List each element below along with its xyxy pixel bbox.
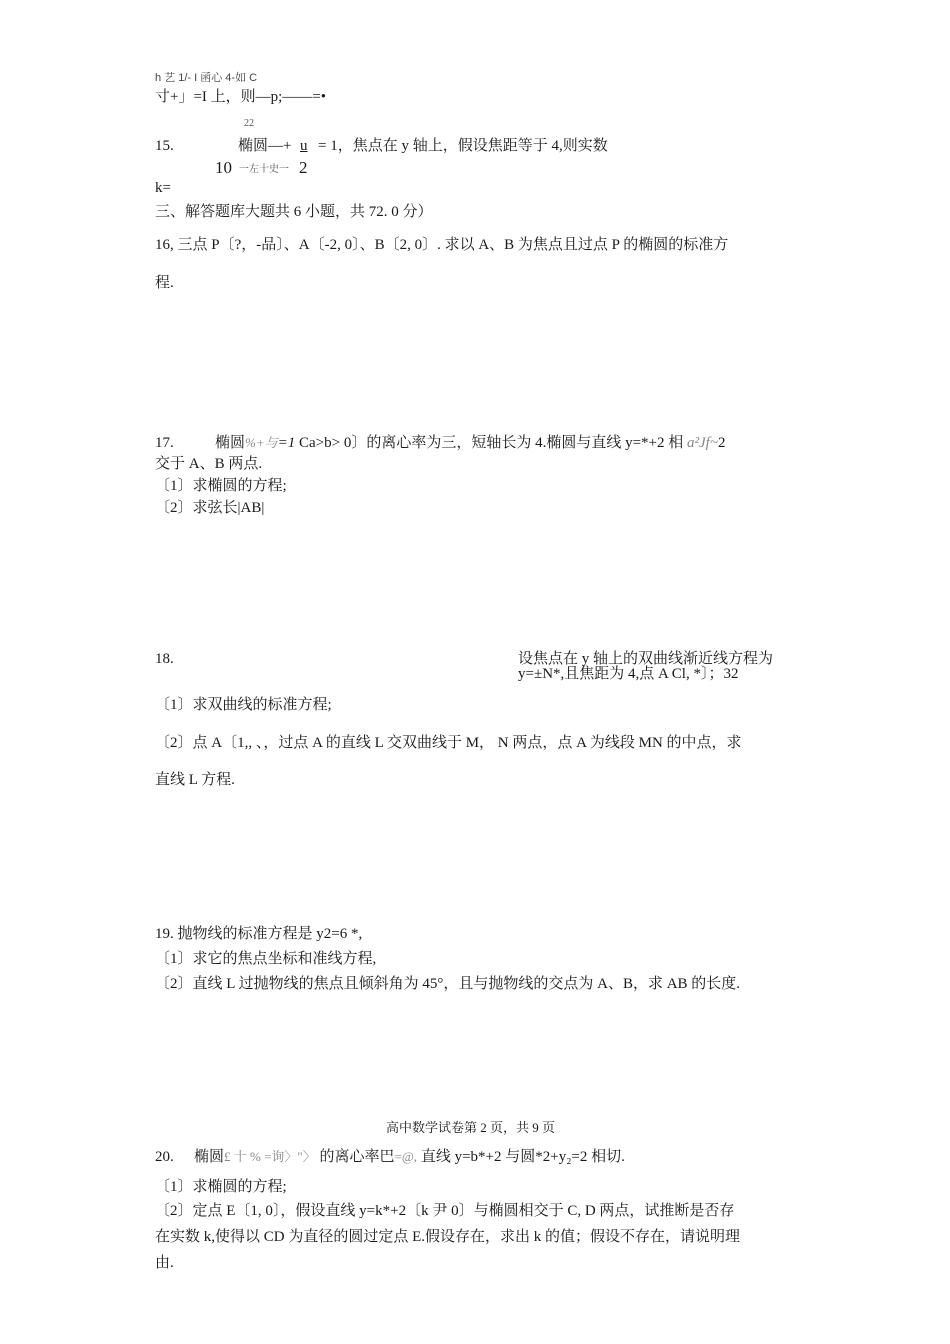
- q15-number: 15.: [155, 138, 174, 154]
- q20-text-d: =@,: [394, 1149, 418, 1164]
- q15-denominator-c: 2: [299, 158, 308, 177]
- q20-part-1: 〔1〕求椭圆的方程;: [155, 1179, 287, 1195]
- q18-part-1: 〔1〕求双曲线的标准方程;: [155, 697, 332, 713]
- q17-text-b: %+与: [245, 435, 278, 450]
- q19-part-2: 〔2〕直线 L 过抛物线的焦点且倾斜角为 45°，且与抛物线的交点为 A、B，求 AB 的长度.: [155, 976, 741, 992]
- q15-underlined: u: [300, 138, 308, 154]
- q20-number: 20.: [155, 1149, 174, 1165]
- q14-continuation: 寸+」=I 上，则—p;——=•: [155, 89, 327, 105]
- q20-text-c: 的离心率巴: [319, 1149, 395, 1165]
- q17-line-1: [215, 434, 725, 452]
- q19-part-1: 〔1〕求它的焦点坐标和准线方程,: [155, 951, 377, 967]
- q20-part-2-cont: 在实数 k,使得以 CD 为直径的圆过定点 E.假设存在，求出 k 的值；假设不存在，请说明理: [155, 1229, 741, 1245]
- q16-line-1: 16, 三点 P〔?，-品〕、A〔-2, 0〕、B〔2, 0〕. 求以 A、B 为焦点且过点 P 的椭圆的标准方: [155, 237, 729, 253]
- q15-text-a: 椭圆—+: [238, 138, 292, 154]
- q19-line: 19. 抛物线的标准方程是 y2=6 *,: [155, 926, 363, 942]
- page-footer: 高中数学试卷第 2 页，共 9 页: [386, 1120, 556, 1135]
- q17-text-a: 椭圆: [215, 435, 246, 451]
- q15-text-b: = 1，焦点在 y 轴上，假设焦距等于 4,则实数: [318, 138, 608, 154]
- q18-right-line-1: 设焦点在 y 轴上的双曲线渐近线方程为: [518, 651, 774, 667]
- q18-part-2: 〔2〕点 A〔1,, 、，过点 A 的直线 L 交双曲线于 M， N 两点，点 A 为线段 MN 的中点，求: [155, 735, 742, 751]
- q15-denominator-b: 一左十史一: [239, 164, 289, 175]
- q20-part-2-end: 由.: [155, 1255, 174, 1271]
- q17-text-e: a²Jf~: [687, 435, 718, 451]
- q15-answer-label: k=: [155, 180, 171, 196]
- q17-text-f: 2: [717, 435, 726, 451]
- q17-part-2: 〔2〕求弦长|AB|: [155, 500, 265, 516]
- q18-part-2-cont: 直线 L 方程.: [155, 772, 235, 788]
- q20-line-1: [194, 1148, 625, 1166]
- q18-right-line-2: y=±N*,且焦距为 4,点 A Cl, *〕；32: [518, 666, 739, 682]
- q20-text-e: 直线 y=b*+2 与圆*2+y₂=2 相切.: [417, 1149, 625, 1165]
- q16-line-2: 程.: [155, 275, 174, 291]
- q17-part-1: 〔1〕求椭圆的方程;: [155, 478, 287, 494]
- q17-number: 17.: [155, 435, 174, 451]
- q15-denominator-a: 10: [215, 158, 232, 177]
- q15-superscript: 22: [244, 118, 254, 129]
- q18-number: 18.: [155, 651, 174, 667]
- section-three-heading: 三、解答题库大题共 6 小题，共 72. 0 分）: [155, 204, 433, 220]
- q20-part-2: 〔2〕定点 E〔1, 0〕，假设直线 y=k*+2〔k 尹 0〕与椭圆相交于 C, D 两点，试推断是否存: [155, 1203, 735, 1219]
- q20-text-b: £ 十 % =询〉"〉: [224, 1149, 316, 1164]
- garbled-header-fragment: h 艺 1/- I 函心 4-如 C: [155, 72, 258, 84]
- q20-text-a: 椭圆: [194, 1149, 225, 1165]
- q17-line-2: 交于 A、B 两点.: [155, 456, 263, 472]
- q17-text-c: =1: [277, 435, 296, 451]
- q17-text-d: Ca>b> 0〕的离心率为三，短轴长为 4.椭圆与直线 y=*+2 相: [295, 435, 688, 451]
